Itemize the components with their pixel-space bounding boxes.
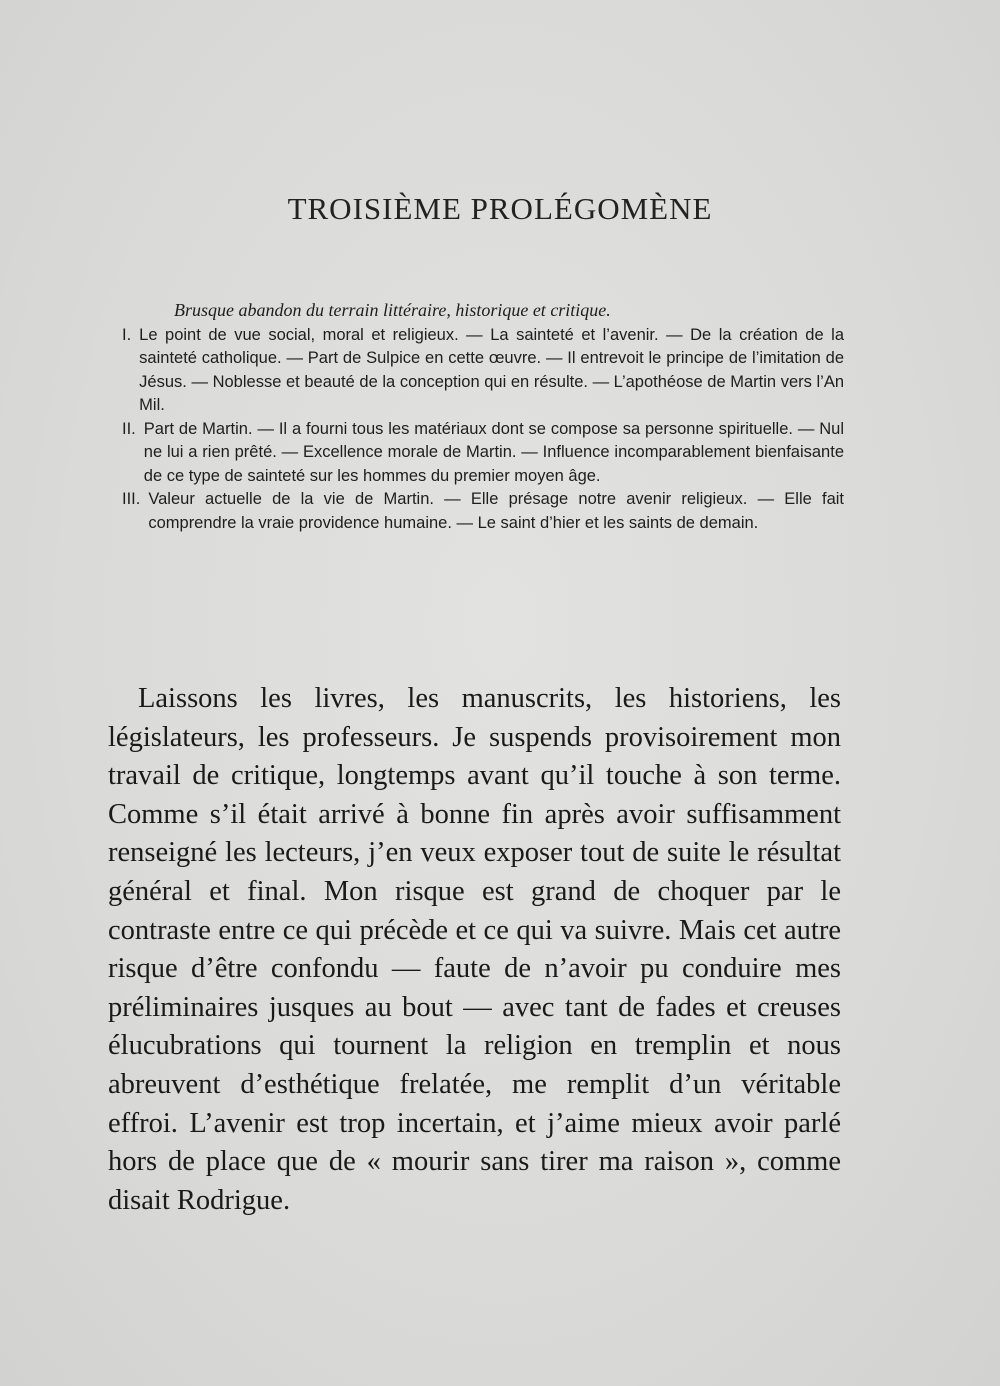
summary-item-text: Part de Martin. — Il a fourni tous les matériaux dont se compose sa personne spirituelle. — Nul ne lui a rien prêté. — Excellence morale de Martin. — Influence incomparablement bienfaisante de ce type de sainteté sur les hommes du premier moyen âge.: [143, 419, 844, 485]
chapter-title: TROISIÈME PROLÉGOMÈNE: [287, 191, 713, 226]
summary-item-number: II.: [122, 419, 136, 438]
summary-intro: Brusque abandon du terrain littéraire, historique et critique.: [174, 300, 611, 320]
summary-item-number: III.: [122, 490, 141, 508]
body-text: [108, 680, 841, 1220]
summary-item-3: [122, 488, 844, 535]
summary-item-number: I.: [122, 325, 132, 344]
chapter-summary: [122, 299, 844, 535]
summary-item-1: [122, 324, 844, 418]
body-paragraph: Laissons les livres, les manuscrits, les historiens, les législateurs, les professeurs. Je suspends provisoirement mon travail de critique, longtemps avant qu’il touche à son terme. Comme s’il était arrivé à bonne fin après avoir suffisamment renseigné les lecteurs, j’en veux exposer tout de suite le résultat général et final. Mon risque est grand de choquer par le contraste entre ce qui précède et ce qui va suivre. Mais cet autre risque d’être confondu — faute de n’avoir pu conduire mes préliminaires jusques au bout — avec tant de fades et creuses élucubrations qui tournent la religion en tremplin et nous abreuvent d’esthétique frelatée, me remplit d’un véritable effroi. L’avenir est trop incertain, et j’aime mieux avoir parlé hors de place que de « mourir sans tirer ma raison », comme disait Rodrigue.: [108, 683, 841, 1216]
summary-item-2: [122, 418, 844, 489]
summary-item-text: Le point de vue social, moral et religieux. — La sainteté et l’avenir. — De la création de la sainteté catholique. — Part de Sulpice en cette œuvre. — Il entrevoit le principe de l’imitation de Jésus. — Noblesse et beauté de la conception qui en résulte. — L’apothéose de Martin vers l’An Mil.: [139, 325, 844, 414]
summary-item-text: Valeur actuelle de la vie de Martin. — Elle présage notre avenir religieux. — Elle fait comprendre la vraie providence humaine. — Le saint d’hier et les saints de demain.: [148, 490, 844, 532]
